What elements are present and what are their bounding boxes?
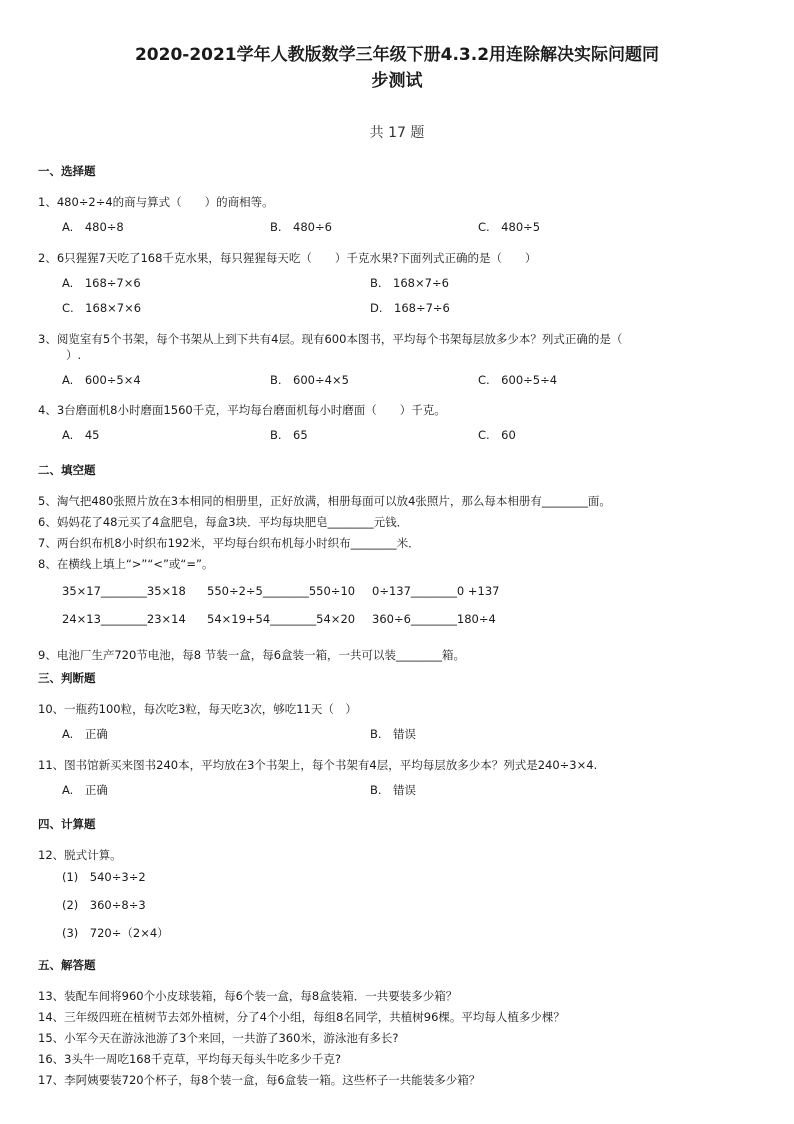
section-heading-choice: 一、选择题 [38,164,96,178]
q8-row2-item3: 360÷6________180÷4 [372,612,496,626]
question-6: 6、妈妈花了48元买了4盒肥皂，每盒3块．平均每块肥皂________元钱． [38,515,409,529]
question-4: 4、3台磨面机8小时磨面1560千克，平均每台磨面机每小时磨面（ ）千克。 [38,403,446,417]
q4-option-a[interactable]: A. 45 [62,428,100,442]
q8-row1-item3: 0÷137________0 +137 [372,584,500,598]
question-2: 2、6只猩猩7天吃了168千克水果，每只猩猩每天吃（ ）千克水果?下面列式正确的是（ ） [38,251,537,265]
q2-option-d[interactable]: D. 168÷7÷6 [370,301,450,315]
question-1: 1、480÷2÷4的商与算式（ ）的商相等。 [38,195,274,209]
question-3-cont: ）. [66,348,82,362]
question-15: 15、小军今天在游泳池游了3个来回，一共游了360米，游泳池有多长? [38,1031,399,1045]
q10-option-b[interactable]: B. 错误 [370,727,417,741]
q8-row1-item2: 550÷2÷5________550÷10 [207,584,356,598]
question-8: 8、在横线上填上“>”“<”或“=”。 [38,557,214,571]
q1-option-a[interactable]: A. 480÷8 [62,220,124,234]
page-title-line2: 步测试 [371,71,423,91]
q4-option-b[interactable]: B. 65 [270,428,308,442]
q1-option-b[interactable]: B. 480÷6 [270,220,332,234]
page-title-line1: 2020-2021学年人教版数学三年级下册4.3.2用连除解决实际问题同 [134,45,660,65]
section-heading-fill: 二、填空题 [38,463,96,477]
q12-part-3: (3) 720÷（2×4） [62,926,169,940]
question-11: 11、图书馆新买来图书240本，平均放在3个书架上，每个书架有4层，平均每层放多少本？列式是240÷3×4. [38,758,598,772]
question-13: 13、装配车间将960个小皮球装箱，每6个装一盒，每8盒装箱．一共要装多少箱？ [38,989,458,1003]
q11-option-a[interactable]: A. 正确 [62,783,108,797]
question-3: 3、阅览室有5个书架，每个书架从上到下共有4层。现有600本图书，平均每个书架每层放多少本？列式正确的是（ [38,332,623,346]
question-count: 共 17 题 [369,125,425,141]
question-5: 5、淘气把480张照片放在3本相同的相册里，正好放满，相册每面可以放4张照片，那么每本相册有________面。 [38,494,611,508]
q4-option-c[interactable]: C. 60 [478,428,516,442]
q3-option-c[interactable]: C. 600÷5÷4 [478,373,558,387]
q2-option-a[interactable]: A. 168÷7×6 [62,276,141,290]
q12-part-1: (1) 540÷3÷2 [62,870,146,884]
q12-part-2: (2) 360÷8÷3 [62,898,146,912]
question-9: 9、电池厂生产720节电池，每8 节装一盒，每6盒装一箱，一共可以装________箱。 [38,648,466,662]
section-heading-calc: 四、计算题 [38,817,96,831]
question-10: 10、一瓶药100粒，每次吃3粒，每天吃3次，够吃11天（ ） [38,702,357,716]
question-12: 12、脱式计算。 [38,848,122,862]
q8-row2-item1: 24×13________23×14 [62,612,186,626]
q2-option-c[interactable]: C. 168×7×6 [62,301,142,315]
q1-option-c[interactable]: C. 480÷5 [478,220,541,234]
q2-option-b[interactable]: B. 168×7÷6 [370,276,449,290]
section-heading-judge: 三、判断题 [38,671,96,685]
question-16: 16、3头牛一周吃168千克草，平均每天每头牛吃多少千克? [38,1052,342,1066]
section-heading-answer: 五、解答题 [38,958,96,972]
question-17: 17、李阿姨要装720个杯子，每8个装一盒，每6盒装一箱。这些杯子一共能装多少箱？ [38,1073,481,1087]
question-7: 7、两台织布机8小时织布192米，平均每台织布机每小时织布________米． [38,536,420,550]
q8-row2-item2: 54×19+54________54×20 [207,612,356,626]
q3-option-b[interactable]: B. 600÷4×5 [270,373,349,387]
q3-option-a[interactable]: A. 600÷5×4 [62,373,141,387]
question-14: 14、三年级四班在植树节去郊外植树，分了4个小组，每组8名同学，共植树96棵。平均每人植多少棵？ [38,1010,565,1024]
q8-row1-item1: 35×17________35×18 [62,584,186,598]
q10-option-a[interactable]: A. 正确 [62,727,108,741]
q11-option-b[interactable]: B. 错误 [370,783,417,797]
